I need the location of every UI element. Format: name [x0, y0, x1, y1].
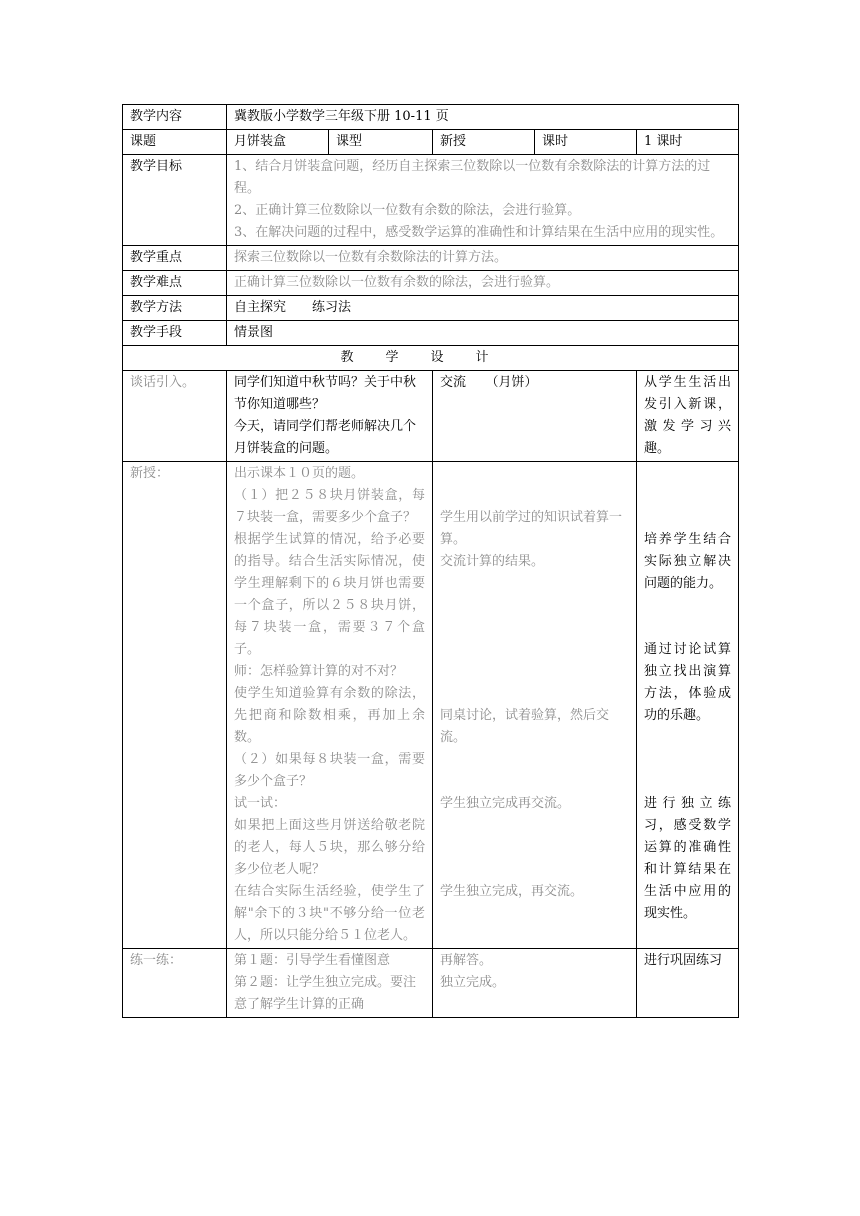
new-intent-2: 通过讨论试算独立找出演算方法，体验成功的乐趣。 [644, 642, 732, 723]
intro-teacher-line-2: 今天，请同学们帮老师解决几个月饼装盒的问题。 [234, 419, 417, 456]
row-practice [123, 949, 739, 1018]
intro-teacher [227, 371, 433, 462]
row-content [123, 105, 739, 130]
row-design-title [123, 346, 739, 371]
type-value: 新授 [433, 130, 535, 155]
topic-label: 课题 [123, 130, 227, 155]
topic-value: 月饼装盒 [227, 130, 329, 155]
intro-student: 交流 （月饼） [433, 371, 637, 462]
new-teacher-line-5: 使学生知道验算有余数的除法，先把商和除数相乘，再加上余数。 [234, 686, 425, 745]
goal-1: 1、结合月饼装盒问题，经历自主探索三位数除以一位数有余数除法的计算方法的过程。 [234, 159, 711, 196]
new-teacher-line-8: 如果把上面这些月饼送给敬老院的老人，每人５块，那么够分给多少位老人呢？ [234, 818, 425, 877]
new-teacher-line-7: 试一试： [234, 796, 287, 811]
hours-label: 课时 [535, 130, 637, 155]
goals-label: 教学目标 [123, 155, 227, 246]
intro-intent: 从学生生活出发引入新课，激发学习兴趣。 [637, 371, 739, 462]
new-teacher-line-4: 师：怎样验算计算的对不对？ [234, 664, 404, 679]
row-means [123, 321, 739, 346]
practice-teacher-line-1: 第１题：引导学生看懂图意 [234, 953, 391, 968]
goal-2: 2、正确计算三位数除以一位数有余数的除法，会进行验算。 [234, 203, 581, 218]
practice-student-line-1: 再解答。 [440, 953, 493, 968]
design-title: 教学设计 [123, 346, 739, 371]
key-value: 探索三位数除以一位数有余数除法的计算方法。 [227, 246, 739, 271]
new-teacher-line-9: 在结合实际生活经验，使学生了解"余下的３块"不够分给一位老人，所以只能分给５１位老人。 [234, 884, 425, 943]
row-difficult-point [123, 271, 739, 296]
new-student-line-1: 学生用以前学过的知识试着算一算。 [440, 510, 623, 547]
means-value: 情景图 [227, 321, 739, 346]
goal-3: 3、在解决问题的过程中，感受数学运算的准确性和计算结果在生活中应用的现实性。 [234, 225, 724, 240]
new-intent-3: 进行独立练习，感受数学运算的准确性和计算结果在生活中应用的现实性。 [644, 796, 732, 921]
intro-label: 谈话引入。 [123, 371, 227, 462]
difficult-label: 教学难点 [123, 271, 227, 296]
row-key-point [123, 246, 739, 271]
difficult-value: 正确计算三位数除以一位数有余数的除法，会进行验算。 [227, 271, 739, 296]
new-teacher-line-6: （２）如果每８块装一盒，需要多少个盒子？ [234, 752, 425, 789]
new-student-line-2: 交流计算的结果。 [440, 554, 545, 569]
practice-label: 练一练： [123, 949, 227, 1018]
new-teacher [227, 462, 433, 949]
practice-teacher [227, 949, 433, 1018]
new-teacher-line-2: （１）把２５８块月饼装盒，每７块装一盒，需要多少个盒子？ [234, 488, 425, 525]
new-label: 新授： [123, 462, 227, 949]
row-topic [123, 130, 739, 155]
new-intent [637, 462, 739, 949]
row-method [123, 296, 739, 321]
type-label: 课型 [329, 130, 433, 155]
new-student-line-5: 学生独立完成，再交流。 [440, 884, 584, 899]
key-label: 教学重点 [123, 246, 227, 271]
practice-student [433, 949, 637, 1018]
practice-intent: 进行巩固练习 [637, 949, 739, 1018]
means-label: 教学手段 [123, 321, 227, 346]
new-student-line-3: 同桌讨论，试着验算，然后交流。 [440, 708, 610, 745]
method-value: 自主探究 练习法 [227, 296, 739, 321]
lesson-plan-table [122, 104, 739, 1018]
new-student [433, 462, 637, 949]
intro-teacher-line-1: 同学们知道中秋节吗？关于中秋节你知道哪些？ [234, 375, 417, 412]
method-label: 教学方法 [123, 296, 227, 321]
content-value: 冀教版小学数学三年级下册 10-11 页 [227, 105, 739, 130]
practice-student-line-2: 独立完成。 [440, 975, 506, 990]
row-goals [123, 155, 739, 246]
practice-teacher-line-2: 第２题：让学生独立完成。要注意了解学生计算的正确 [234, 975, 417, 1012]
hours-value: 1 课时 [637, 130, 739, 155]
goals-cell [227, 155, 739, 246]
new-student-line-4: 学生独立完成再交流。 [440, 796, 571, 811]
row-new [123, 462, 739, 949]
new-intent-1: 培养学生结合实际独立解决问题的能力。 [644, 532, 732, 591]
content-label: 教学内容 [123, 105, 227, 130]
new-teacher-line-1: 出示课本１０页的题。 [234, 466, 365, 481]
row-intro [123, 371, 739, 462]
new-teacher-line-3: 根据学生试算的情况，给予必要的指导。结合生活实际情况，使学生理解剩下的６块月饼也需要一个盒子，所以２５８块月饼，每７块装一盒，需要３７个盒子。 [234, 532, 425, 657]
